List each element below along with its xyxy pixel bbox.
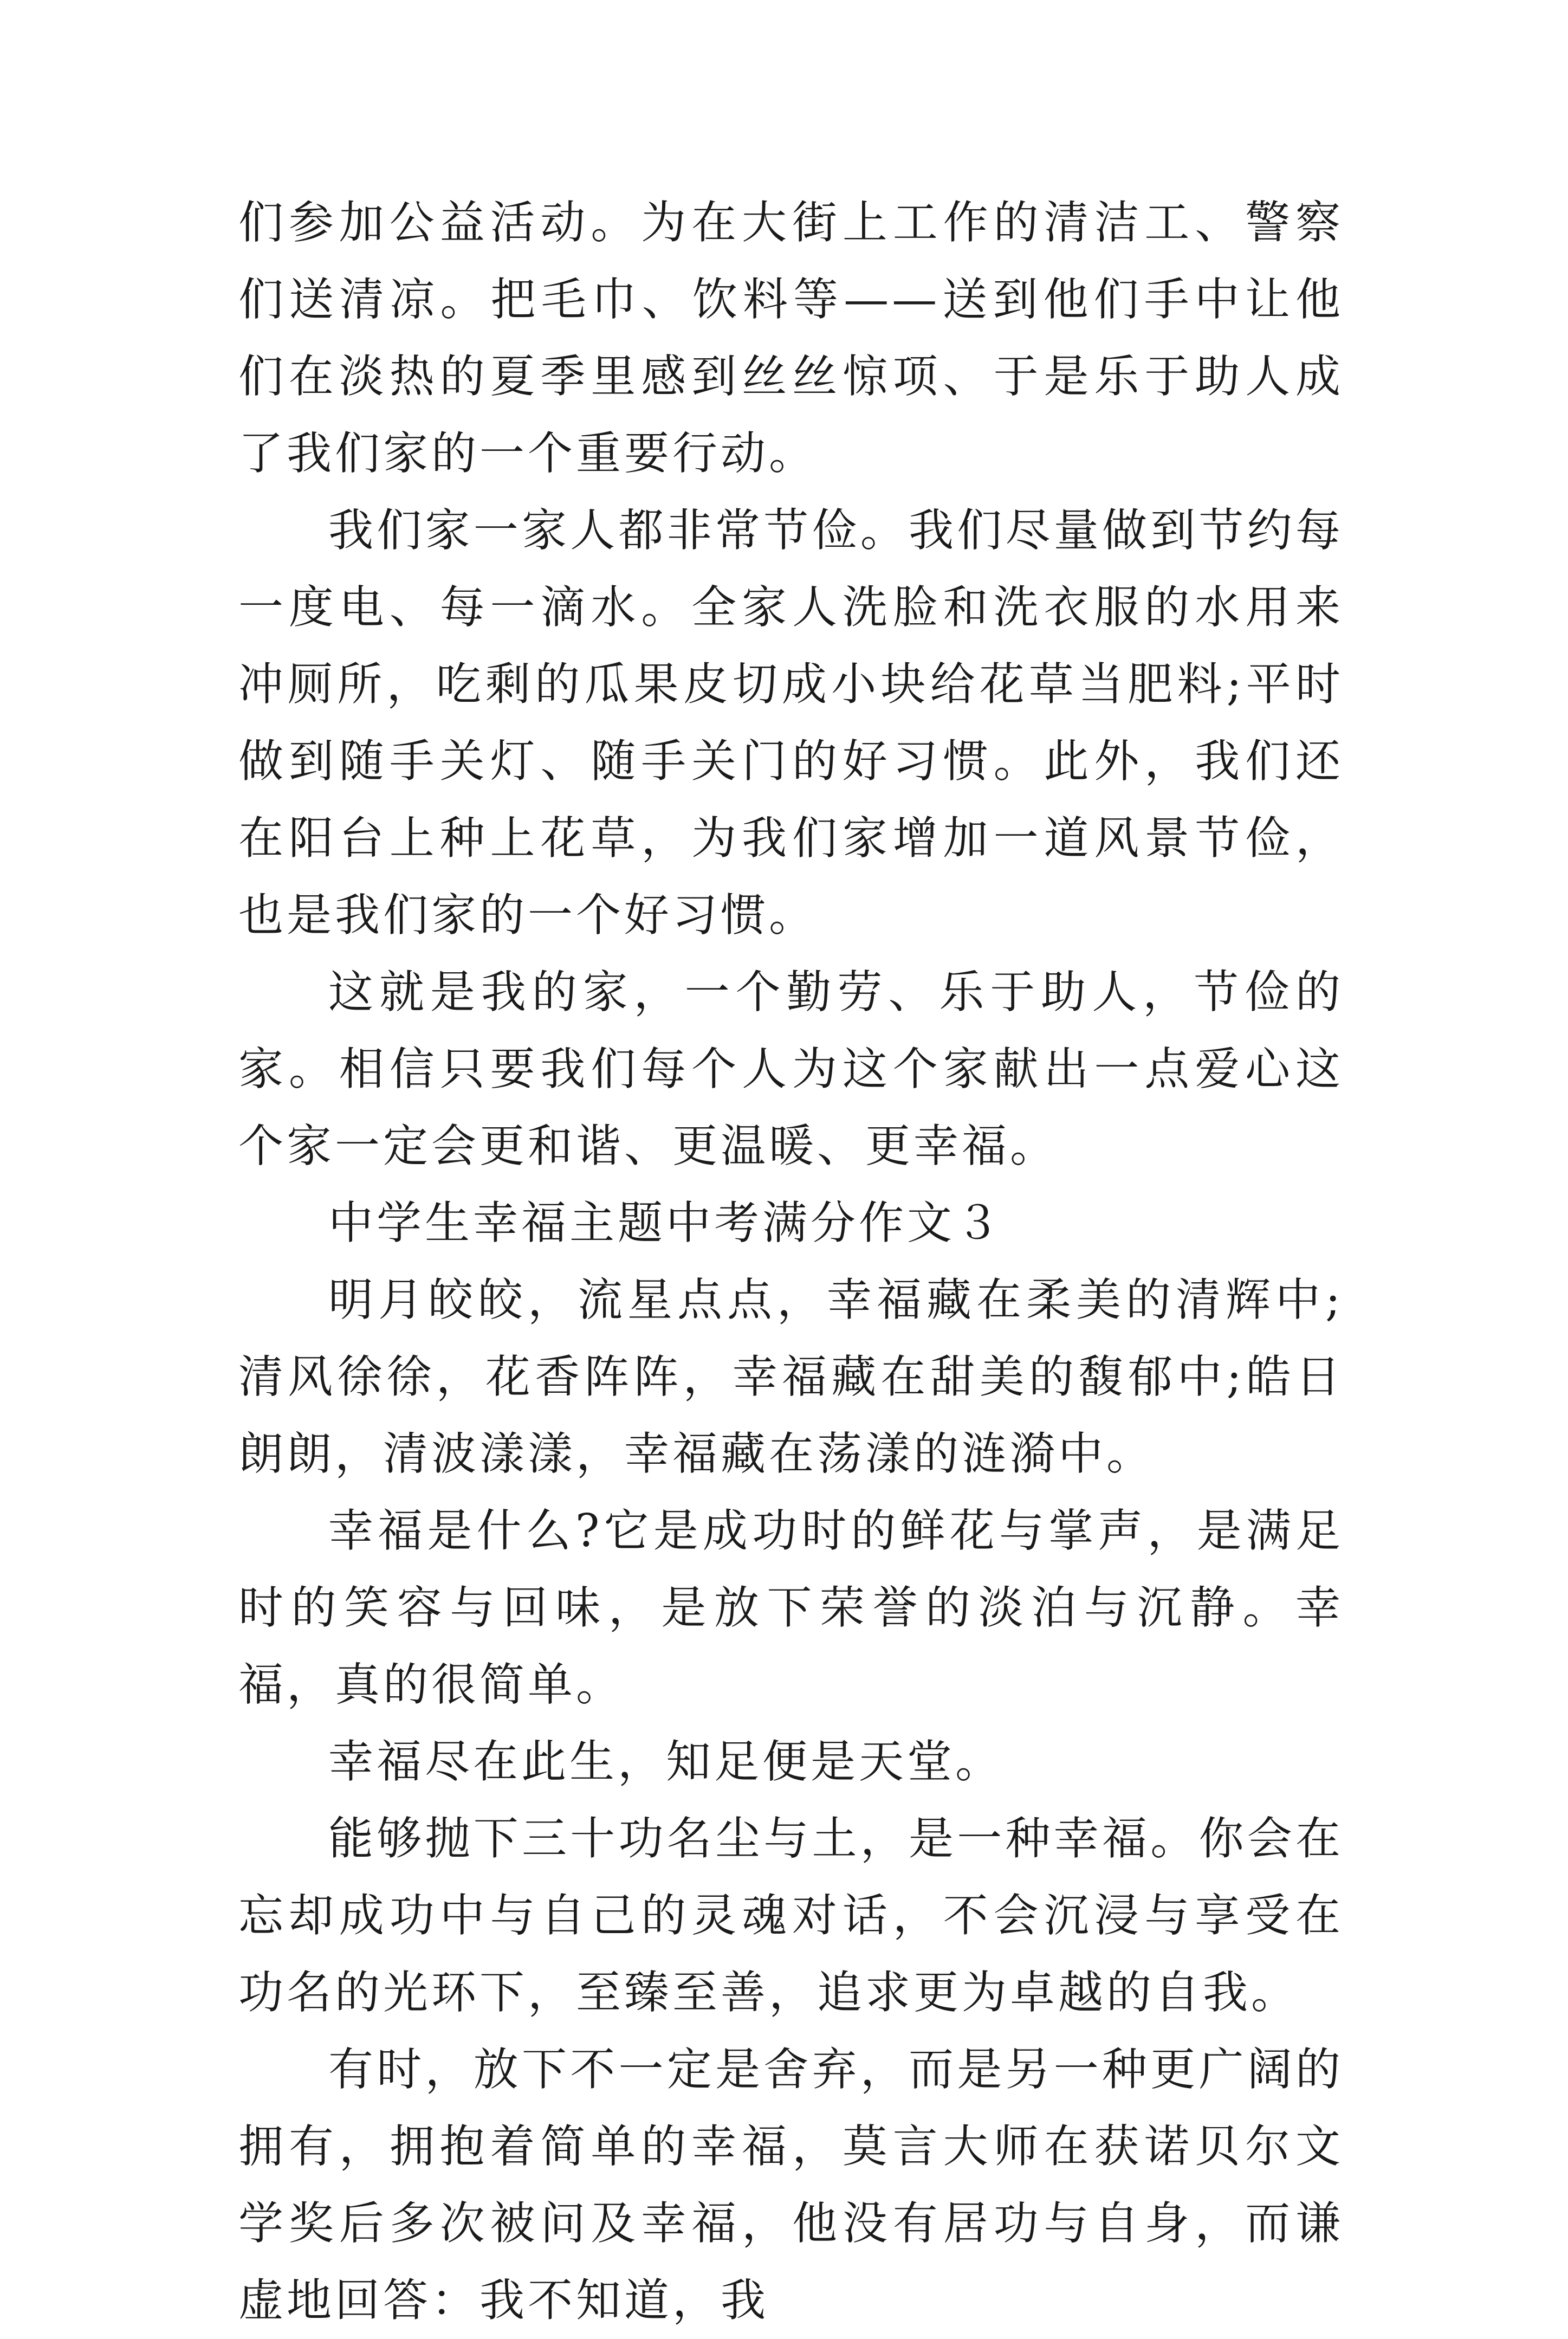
paragraph-moon: 明月皎皎，流星点点，幸福藏在柔美的清辉中;清风徐徐，花香阵阵，幸福藏在甜美的馥郁中;皓日朗朗，清波漾漾，幸福藏在荡漾的涟漪中。 xyxy=(238,1274,1344,1480)
paragraph-let-go-fame: 能够抛下三十功名尘与土，是一种幸福。你会在忘却成功中与自己的灵魂对话，不会沉浸与享受在功名的光环下，至臻至善，追求更为卓越的自我。 xyxy=(238,1812,1344,2019)
essay-title-3: 中学生幸福主题中考满分作文３ xyxy=(328,1197,1003,1249)
paragraph-moyan: 有时，放下不一定是舍弃，而是另一种更广阔的拥有，拥抱着简单的幸福，莫言大师在获诺贝尔文学奖后多次被问及幸福，他没有居功与自身，而谦虚地回答：我不知道，我 xyxy=(238,2043,1344,2327)
essay-body xyxy=(238,184,1344,2339)
paragraph-conclusion: 这就是我的家，一个勤劳、乐于助人，节俭的家。相信只要我们每个人为这个家献出一点爱心这个家一定会更和谐、更温暖、更幸福。 xyxy=(238,966,1344,1172)
paragraph-frugality: 我们家一家人都非常节俭。我们尽量做到节约每一度电、每一滴水。全家人洗脸和洗衣服的水用来冲厕所，吃剩的瓜果皮切成小块给花草当肥料;平时做到随手关灯、随手关门的好习惯。此外，我们还在阳台上种上花草，为我们家增加一道风景节俭，也是我们家的一个好习惯。 xyxy=(238,504,1344,941)
paragraph-contentment: 幸福尽在此生，知足便是天堂。 xyxy=(328,1735,1003,1788)
paragraph-what-is-happiness: 幸福是什么?它是成功时的鲜花与掌声，是满足时的笑容与回味，是放下荣誉的淡泊与沉静。幸福，真的很简单。 xyxy=(238,1504,1344,1711)
paragraph-continuation: 们参加公益活动。为在大街上工作的清洁工、警察们送清凉。把毛巾、饮料等——送到他们手中让他们在淡热的夏季里感到丝丝惊项、于是乐于助人成了我们家的一个重要行动。 xyxy=(238,196,1344,480)
